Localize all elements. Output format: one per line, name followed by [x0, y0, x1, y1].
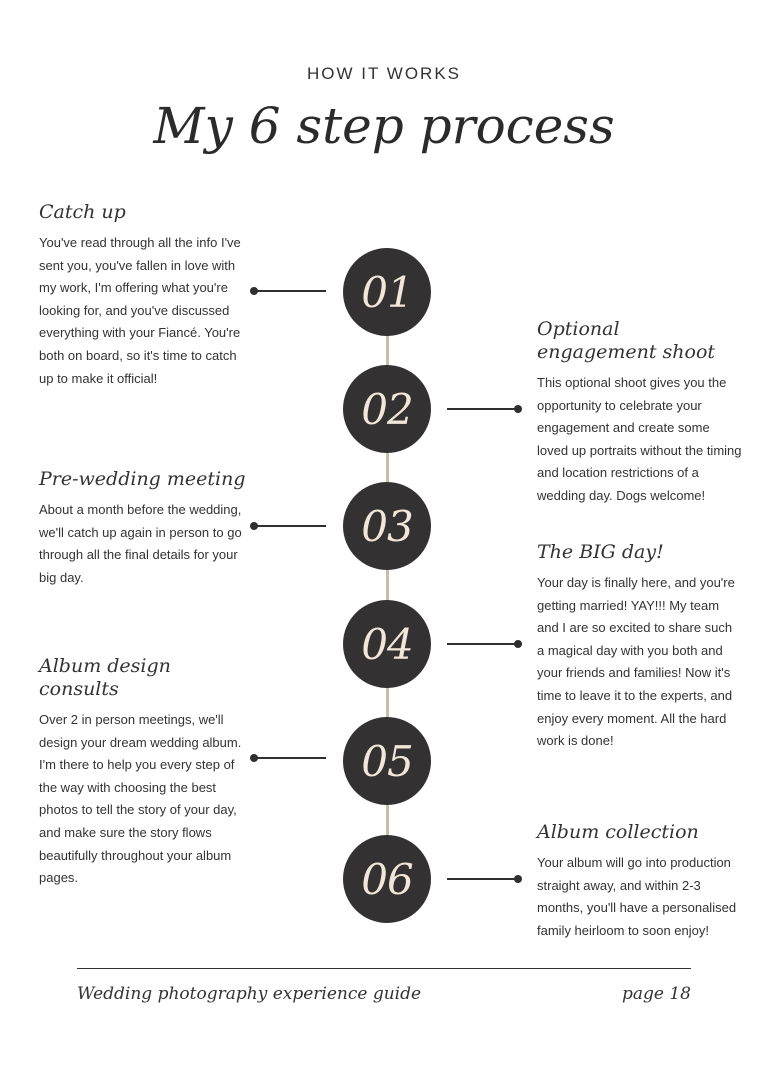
step-5-block — [39, 655, 254, 890]
step-3-text: About a month before the wedding, we'll catch up again in person to go through all the final details for your big day. — [39, 502, 242, 585]
step-4-text: Your day is finally here, and you're getting married! YAY!!! My team and I are so excited to share such a magical day with you both and your friends and families! Now it's time to leave it to the experts, and enjoy every moment. All the hard work is done! — [537, 575, 735, 749]
step-3-circle — [343, 482, 431, 570]
page-title: My 6 step process — [153, 97, 615, 155]
eyebrow-heading: HOW IT WORKS — [306, 64, 461, 83]
step-6-title: Album collection — [537, 821, 699, 843]
step-2-circle — [343, 365, 431, 453]
step-6-block — [537, 821, 742, 942]
step-1-connector — [256, 290, 326, 292]
step-3-title: Pre-wedding meeting — [39, 468, 246, 490]
step-4-number: 04 — [361, 619, 413, 669]
step-2-connector-dot — [514, 405, 522, 413]
step-1-text: You've read through all the info I've sent you, you've fallen in love with my work, I'm offering what you're looking for, and you've discussed everything with your Fiancé. You're both on board, so it's time to catch up to make it official! — [39, 235, 241, 386]
step-3-block — [39, 468, 254, 589]
step-1-number: 01 — [361, 267, 413, 317]
step-6-number: 06 — [361, 854, 413, 904]
step-4-circle — [343, 600, 431, 688]
step-5-title: Album design consults — [39, 655, 171, 700]
step-6-connector — [447, 878, 517, 880]
step-6-text: Your album will go into production straight away, and within 2-3 months, you'll have a personalised family heirloom to soon enjoy! — [537, 855, 737, 938]
step-5-circle — [343, 717, 431, 805]
step-2-connector — [447, 408, 517, 410]
step-1-block — [39, 201, 254, 390]
step-1-circle — [343, 248, 431, 336]
step-3-number: 03 — [361, 501, 413, 551]
step-6-circle — [343, 835, 431, 923]
step-4-block — [537, 541, 742, 753]
step-6-connector-dot — [514, 875, 522, 883]
footer-guide-title: Wedding photography experience guide — [77, 984, 422, 1004]
step-5-text: Over 2 in person meetings, we'll design your dream wedding album. I'm there to help you every step of the way with choosing the best photos to tell the story of your day, and make sure the story flows beautifully throughout your album pages. — [39, 712, 242, 886]
page-number: page 18 — [622, 984, 691, 1004]
step-3-connector — [256, 525, 326, 527]
step-2-number: 02 — [361, 384, 413, 434]
step-5-number: 05 — [361, 736, 413, 786]
step-4-connector-dot — [514, 640, 522, 648]
step-2-text: This optional shoot gives you the opportunity to celebrate your engagement and create some loved up portraits without the timing and location restrictions of a wedding day. Dogs welcome! — [537, 375, 742, 503]
footer-divider — [77, 968, 691, 969]
step-2-title: Optional engagement shoot — [537, 318, 716, 363]
step-4-connector — [447, 643, 517, 645]
step-1-title: Catch up — [39, 201, 126, 223]
step-5-connector — [256, 757, 326, 759]
step-2-block — [537, 318, 742, 508]
step-4-title: The BIG day! — [537, 541, 664, 563]
